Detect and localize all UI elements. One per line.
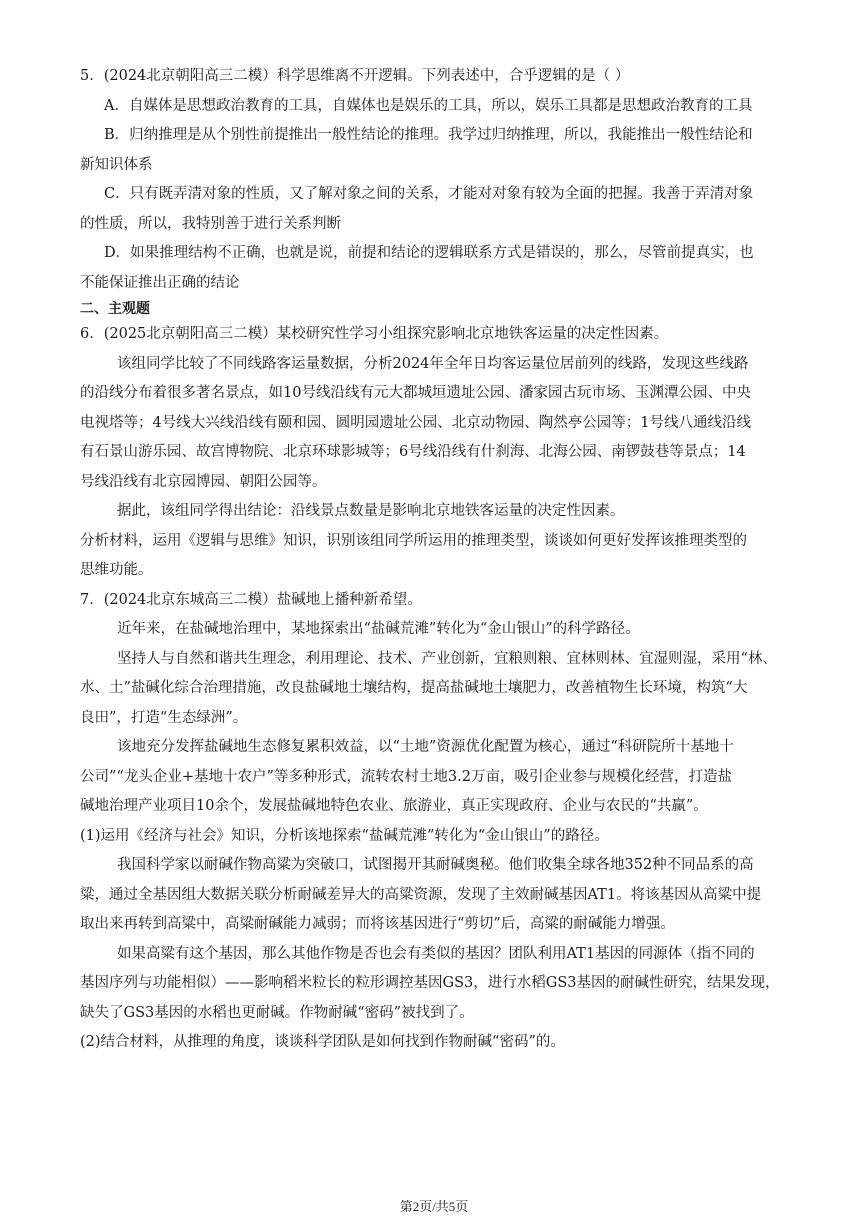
document-content — [80, 62, 792, 1058]
q7-para5-line: 如果高粱有这个基因，那么其他作物是否也会有类似的基因？团队利用AT1基因的同源体（指不同的 — [117, 945, 755, 962]
q7-para5-line: 缺失了GS3基因的水稻也更耐碱。作物耐碱“密码”被找到了。 — [80, 1004, 474, 1021]
q6-para1-line: 该组同学比较了不同线路客运量数据，分析2024年全年日均客运量位居前列的线路，发现这些线路 — [117, 355, 749, 372]
page-number: 第2页/共5页 — [399, 1199, 469, 1214]
q7-para1: 近年来，在盐碱地治理中，某地探索出“盐碱荒滩”转化为“金山银山”的科学路径。 — [117, 621, 640, 637]
q7-para3-line: 公司”“龙头企业+基地十农户”等多种形式，流转农村土地3.2万亩，吸引企业参与规模化经营，打造盐 — [80, 768, 732, 785]
q5-option-d-line1: D．如果推理结构不正确，也就是说，前提和结论的逻辑联系方式是错误的，那么，尽管前提真实，也 — [104, 245, 754, 261]
q5-option-a: A．自媒体是思想政治教育的工具，自媒体也是娱乐的工具，所以，娱乐工具都是思想政治教育的工具 — [104, 97, 753, 114]
q6-para1-line: 有石景山游乐园、故宫博物院、北京环球影城等；6号线沿线有什刹海、北海公园、南锣鼓巷等景点；14 — [80, 444, 746, 460]
q6-para1-line: 号线沿线有北京园博园、朝阳公园等。 — [80, 473, 327, 490]
q7-para4-line: 取出来再转到高粱中，高粱耐碱能力减弱；而将该基因进行“剪切”后，高粱的耐碱能力增强。 — [80, 916, 675, 932]
q6-para1-line: 的沿线分布着很多著名景点，如10号线沿线有元大都城垣遗址公园、潘家园古玩市场、玉渊潭公园、中央 — [80, 385, 751, 401]
q7-stem: 7．(2024北京东城高三二模）盐碱地上播种新希望。 — [80, 591, 422, 608]
q6-para2: 据此，该组同学得出结论：沿线景点数量是影响北京地铁客运量的决定性因素。 — [117, 503, 625, 519]
q7-para2-line: 坚持人与自然和谐共生理念，利用理论、技术、产业创新，宜粮则粮、宜林则林、宜湿则湿，采用“林、 — [117, 650, 777, 667]
q7-sub-question-2: (2)结合材料，从推理的角度，谈谈科学团队是如何找到作物耐碱“密码”的。 — [80, 1034, 565, 1050]
q5-option-b-line1: B．归纳推理是从个别性前提推出一般性结论的推理。我学过归纳推理，所以，我能推出一般性结论和 — [104, 127, 753, 143]
q6-task-line: 思维功能。 — [80, 562, 153, 578]
q5-option-d-line2: 不能保证推出正确的结论 — [80, 274, 240, 291]
q7-para4-line: 粱，通过全基因组大数据关联分析耐碱差异大的高粱资源，发现了主效耐碱基因AT1。将该基因从高粱中提 — [80, 886, 762, 903]
q5-stem: 5．(2024北京朝阳高三二模）科学思维离不开逻辑。下列表述中，合乎逻辑的是（ ） — [80, 68, 630, 84]
q6-stem: 6．(2025北京朝阳高三二模）某校研究性学习小组探究影响北京地铁客运量的决定性因素。 — [80, 326, 669, 342]
q7-para2-line: 水、土”盐碱化综合治理措施，改良盐碱地土壤结构，提高盐碱地土壤肥力，改善植物生长环境，构筑“大 — [80, 680, 748, 696]
q7-para3-line: 碱地治理产业项目10余个，发展盐碱地特色农业、旅游业，真正实现政府、企业与农民的“共赢”。 — [80, 798, 708, 814]
q7-para2-line: 良田”，打造“生态绿洲”。 — [80, 709, 248, 726]
q5-option-c-line2: 的性质，所以，我特别善于进行关系判断 — [80, 215, 341, 232]
q5-option-b-line2: 新知识体系 — [80, 156, 153, 173]
section-title: 二、主观题 — [80, 301, 150, 317]
q5-option-c-line1: C．只有既弄清对象的性质，又了解对象之间的关系，才能对对象有较为全面的把握。我善于弄清对象 — [104, 186, 754, 202]
q6-task-line: 分析材料，运用《逻辑与思维》知识，识别该组同学所运用的推理类型，谈谈如何更好发挥该推理类型的 — [80, 532, 747, 549]
q6-para1-line: 电视塔等；4号线大兴线沿线有颐和园、圆明园遗址公园、北京动物园、陶然亭公园等；1号线八通线沿线 — [80, 414, 751, 431]
q7-para4-line: 我国科学家以耐碱作物高粱为突破口，试图揭开其耐碱奥秘。他们收集全球各地352种不同品系的高 — [117, 857, 754, 873]
q7-para3-line: 该地充分发挥盐碱地生态修复累积效益，以“土地”资源优化配置为核心，通过“科研院所十基地十 — [117, 739, 734, 755]
q7-sub-question-1: (1)运用《经济与社会》知识，分析该地探索“盐碱荒滩”转化为“金山银山”的路径。 — [80, 827, 609, 844]
q7-para5-line: 基因序列与功能相似）——影响稻米粒长的粒形调控基因GS3，进行水稻GS3基因的耐碱性研究，结果发现， — [80, 975, 780, 991]
page-footer — [0, 1196, 868, 1215]
